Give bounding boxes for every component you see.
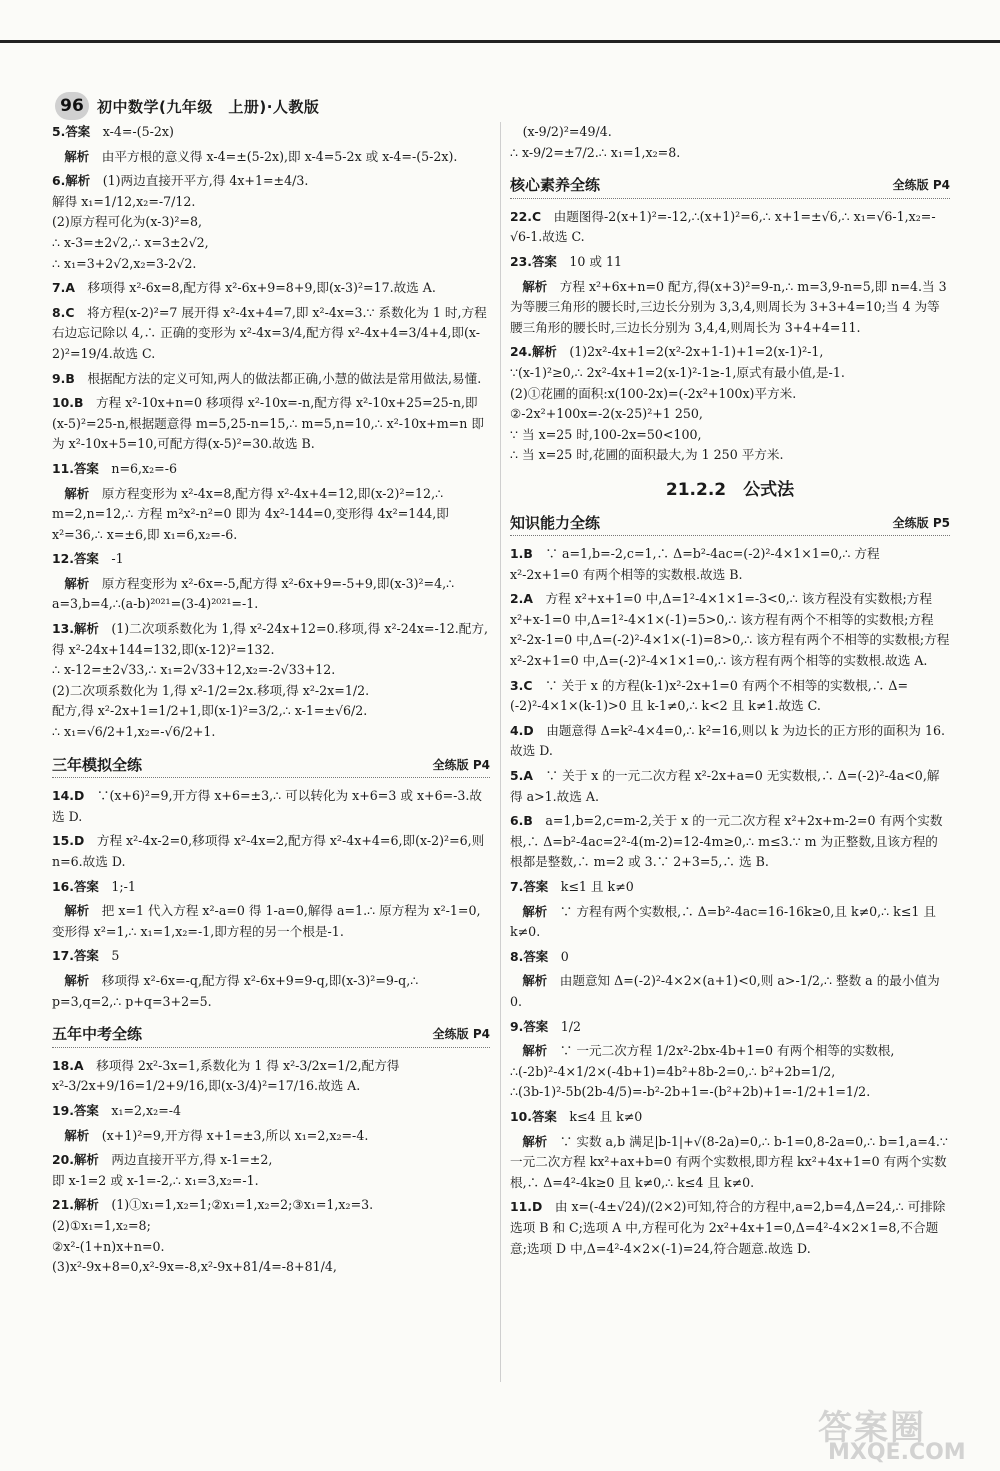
item-label: 解析 (52, 575, 90, 591)
book-title: 初中数学(九年级 上册)·人教版 (97, 97, 320, 116)
item-label: 1.B (510, 546, 533, 562)
item-text: 方程 x²+6x+n=0 配方,得(x+3)²=9-n,∴ m=3,9-n=5,即 n=4.当 3 为等腰三角形的腰长时,三边长分别为 3,3,4,则周长为 3+3+4=10;当 4 为等腰三角形的腰长时,三边长分别为 3,4,4,则周长为 3+4+4=11. (510, 278, 951, 335)
item-text: 方程 x²-4x-2=0,移项得 x²-4x=2,配方得 x²-4x+4=6,即(x-2)²=6,则 n=6.故选 D. (52, 833, 489, 869)
answer-item (52, 1195, 490, 1277)
item-label: 17.答案 (52, 948, 99, 964)
item-label: 2.A (510, 591, 533, 607)
item-text: (1)①x₁=1,x₂=1;②x₁=1,x₂=2;③x₁=1,x₂=3. (2)①x₁=1,x₂=8; ②x²-(1+n)x+n=0. (3)x²-9x+8=0,x²-9x=-8,x²-9x+81/4=-8+81/4, (52, 1197, 374, 1275)
item-label: 解析 (52, 148, 90, 164)
item-text: ∵ 实数 a,b 满足|b-1|+√(8-2a)=0,∴ b-1=0,8-2a=0,∴ b=1,a=4.∵ 一元二次方程 kx²+ax+b=0 有两个实数根,即方程 kx²+4x+1=0 有两个实数根,∴ Δ=4²-4k≥0 且 k≠0,∴ k≤4 且 k≠0. (510, 1133, 952, 1190)
answer-item (52, 459, 490, 480)
item-text: 1/2 (560, 1018, 581, 1034)
column-divider (500, 122, 501, 1382)
answer-item (52, 574, 490, 615)
item-label: 16.答案 (52, 878, 99, 894)
answer-item (510, 1197, 950, 1259)
answer-item (52, 1101, 490, 1122)
section-header (510, 175, 950, 199)
answer-item (510, 766, 950, 807)
item-text: (1)2x²-4x+1=2(x²-2x+1-1)+1=2(x-1)²-1, ∵(x-1)²≥0,∴ 2x²-4x+1=2(x-1)²-1≥-1,原式有最小值,是-1. (2)①花圃的面积:x(100-2x)=(-2x²+100x)平方米. ②-2x²+100x=-2(x-25)²+1 250, ∵ 当 x=25 时,100-2x=50<100, ∴ 当 x=25 时,花圃的面积最大,为 1 250 平方米. (510, 344, 845, 463)
answer-item (52, 171, 490, 274)
answer-item (52, 147, 490, 168)
item-text: ∵(x+6)²=9,开方得 x+6=±3,∴ 可以转化为 x+6=3 或 x+6=-3.故选 D. (52, 788, 483, 824)
item-label: 13.解析 (52, 621, 99, 637)
item-label: 4.D (510, 722, 534, 738)
item-label: 15.D (52, 833, 85, 849)
page-header (55, 92, 319, 120)
right-column (510, 122, 954, 1263)
answer-item (52, 122, 490, 143)
item-label: 18.A (52, 1057, 84, 1073)
answer-item (510, 277, 950, 339)
answer-item (510, 971, 950, 1012)
answer-item (52, 1126, 490, 1147)
item-label: 24.解析 (510, 344, 557, 360)
item-label: 解析 (510, 278, 548, 294)
item-label: 解析 (52, 1127, 90, 1143)
item-text: 移项得 x²-6x=8,配方得 x²-6x+9=8+9,即(x-3)²=17.故选 A. (87, 280, 436, 296)
section-page-ref: 全练版 P5 (892, 515, 950, 530)
item-label: 22.C (510, 208, 542, 224)
left-column (52, 122, 490, 1282)
answer-item (52, 393, 490, 455)
section-title: 核心素养全练 (510, 176, 601, 195)
item-text: 由平方根的意义得 x-4=±(5-2x),即 x-4=5-2x 或 x-4=-(5-2x). (101, 148, 458, 164)
item-label: 解析 (510, 1043, 548, 1059)
item-text: 两边直接开平方,得 x-1=±2, 即 x-1=2 或 x-1=-2,∴ x₁=3,x₂=-1. (52, 1152, 273, 1188)
item-text: n=6,x₂=-6 (111, 460, 177, 476)
item-text: 方程 x²-10x+n=0 移项得 x²-10x=-n,配方得 x²-10x+25=25-n,即(x-5)²=25-n,根据题意得 m=5,25-n=15,∴ m=5,n=10,∴ x²-10x+m=n 即为 x²-10x+5=10,可配方得(x-5)²=30.故选 B. (52, 395, 484, 452)
item-label: 21.解析 (52, 1197, 99, 1213)
answer-item (510, 122, 950, 163)
item-label: 7.答案 (510, 879, 549, 894)
answer-item (52, 831, 490, 872)
item-label: 12.答案 (52, 551, 99, 567)
item-text: -1 (111, 551, 124, 567)
item-text: 由题意得 Δ=k²-4×4=0,∴ k²=16,则以 k 为边长的正方形的面积为 16.故选 D. (510, 722, 945, 759)
item-text: 由 x=(-4±√24)/(2×2)可知,符合的方程中,a=2,b=4,Δ=24,∴ 可排除选项 B 和 C;选项 A 中,方程可化为 2x²+4x+1=0,Δ=4²-4×2×1=8,不合题意;选项 D 中,Δ=4²-4×2×(-1)=24,符合题意.故选 D. (510, 1199, 946, 1256)
item-label: 6.解析 (52, 173, 91, 189)
item-text: 由题意知 Δ=(-2)²-4×2×(a+1)<0,则 a>-1/2,∴ 整数 a 的最小值为 0. (510, 973, 944, 1009)
item-label: 5.答案 (52, 124, 91, 139)
item-text: ∵ 方程有两个实数根,∴ Δ=b²-4ac=16-16k≥0,且 k≠0,∴ k≤1 且 k≠0. (510, 903, 940, 940)
answer-item (52, 877, 490, 898)
item-text: 原方程变形为 x²-4x=8,配方得 x²-4x+4=12,即(x-2)²=12,∴ m=2,n=12,∴ 方程 m²x²-n²=0 即为 4x²-144=0,变形得 4x²=144,即 x²=36,∴ x=±6,即 x₁=6,x₂=-6. (52, 485, 453, 542)
item-text: 5 (111, 948, 120, 964)
top-rule (0, 40, 1000, 43)
section-title: 五年中考全练 (52, 1025, 143, 1044)
answer-item (510, 589, 954, 671)
answer-item (52, 549, 490, 570)
item-text: (1)两边直接开平方,得 4x+1=±4/3. 解得 x₁=1/12,x₂=-7/12. (2)原方程可化为(x-3)²=8, ∴ x-3=±2√2,∴ x=3±2√2, ∴ x₁=3+2√2,x₂=3-2√2. (52, 173, 309, 271)
item-text: 1;-1 (111, 878, 136, 894)
item-label: 14.D (52, 788, 85, 804)
item-label: 20.解析 (52, 1152, 99, 1168)
subsection-title: 21.2.2 公式法 (665, 479, 795, 500)
item-label: 解析 (510, 1133, 548, 1149)
answer-item (510, 342, 950, 466)
item-text: ∵ 关于 x 的方程(k-1)x²-2x+1=0 有两个不相等的实数根,∴ Δ=(-2)²-4×1×(k-1)>0 且 k-1≠0,∴ k<2 且 k≠1.故选 C. (510, 677, 909, 714)
item-label: 11.答案 (52, 460, 99, 476)
answer-item (52, 971, 490, 1012)
answer-item (52, 278, 490, 299)
item-text: k≤4 且 k≠0 (569, 1108, 643, 1124)
item-text: (x-9/2)²=49/4. ∴ x-9/2=±7/2.∴ x₁=1,x₂=8. (510, 124, 681, 160)
section-header (510, 513, 950, 537)
answer-item (510, 1132, 950, 1194)
item-text: 移项得 2x²-3x=1,系数化为 1 得 x²-3/2x=1/2,配方得 x²-3/2x+9/16=1/2+9/16,即(x-3/4)²=17/16.故选 A. (52, 1057, 404, 1094)
answer-item (52, 1056, 490, 1097)
item-label: 8.C (52, 304, 75, 320)
item-label: 解析 (510, 973, 548, 989)
item-text: k≤1 且 k≠0 (560, 879, 634, 894)
item-label: 9.答案 (510, 1018, 549, 1034)
item-text: a=1,b=2,c=m-2,关于 x 的一元二次方程 x²+2x+m-2=0 有两个实数根,∴ Δ=b²-4ac=2²-4(m-2)=12-4m≥0,∴ m≤3.∵ m 为正整数,且该方程的根都是整数,∴ m=2 或 3.∵ 2+3=5,∴ 选 B. (510, 813, 943, 870)
answer-item (52, 369, 490, 390)
section-header (52, 755, 490, 779)
item-text: ∵ a=1,b=-2,c=1,∴ Δ=b²-4ac=(-2)²-4×1×1=0,∴ 方程 x²-2x+1=0 有两个相等的实数根.故选 B. (510, 546, 884, 582)
answer-item (510, 811, 950, 873)
section-page-ref: 全练版 P4 (432, 1027, 490, 1042)
page-number: 96 (55, 92, 89, 120)
item-text: 移项得 x²-6x=-q,配方得 x²-6x+9=9-q,即(x-3)²=9-q,∴ p=3,q=2,∴ p+q=3+2=5. (52, 972, 423, 1009)
answer-item (510, 1041, 950, 1103)
item-label: 8.答案 (510, 948, 549, 964)
section-page-ref: 全练版 P4 (432, 757, 490, 772)
answer-item (510, 877, 950, 898)
item-text: 由题图得-2(x+1)²=-12,∴(x+1)²=6,∴ x+1=±√6,∴ x₁=√6-1,x₂=-√6-1.故选 C. (510, 208, 936, 245)
section-title: 三年模拟全练 (52, 755, 143, 774)
answer-item (510, 1107, 950, 1128)
answer-item (52, 786, 490, 827)
item-text: ∵ 关于 x 的一元二次方程 x²-2x+a=0 无实数根,∴ Δ=(-2)²-4a<0,解得 a>1.故选 A. (510, 768, 940, 804)
item-label: 6.B (510, 813, 533, 829)
item-text: 根据配方法的定义可知,两人的做法都正确,小慧的做法是常用做法,易懂. (87, 370, 482, 386)
item-label: 5.A (510, 768, 533, 784)
answer-item (510, 947, 950, 968)
item-label: 23.答案 (510, 253, 557, 269)
answer-item (52, 946, 490, 967)
answer-item (510, 902, 950, 943)
item-label: 10.答案 (510, 1108, 557, 1124)
answer-item (510, 1017, 950, 1038)
section-header (52, 1024, 490, 1048)
answer-item (510, 676, 950, 717)
answer-item (52, 901, 490, 942)
answer-item (510, 544, 950, 585)
item-label: 9.B (52, 370, 75, 386)
item-label: 解析 (510, 903, 548, 919)
item-text: (1)二次项系数化为 1,得 x²-24x+12=0.移项,得 x²-24x=-12.配方,得 x²-24x+144=132,即(x-12)²=132. ∴ x-12=±2√33,∴ x₁=2√33+12,x₂=-2√33+12. (2)二次项系数化为 1,得 x²-1/2=2x.移项,得 x²-2x=1/2. 配方,得 x²-2x+1=1/2+1,即(x-1)²=3/2,∴ x-1=±√6/2. ∴ x₁=√6/2+1,x₂=-√6/2+1. (52, 621, 488, 740)
item-text: x₁=2,x₂=-4 (111, 1102, 182, 1118)
answer-item (52, 484, 490, 546)
item-text: 10 或 11 (569, 253, 622, 269)
item-label: 10.B (52, 395, 84, 411)
item-text: 原方程变形为 x²-6x=-5,配方得 x²-6x+9=-5+9,即(x-3)²=4,∴ a=3,b=4,∴(a-b)²⁰²¹=(3-4)²⁰²¹=-1. (52, 575, 459, 612)
watermark-logo: 答案圈 (818, 1408, 926, 1448)
answer-item (510, 721, 950, 762)
item-text: 方程 x²+x+1=0 中,Δ=1²-4×1×1=-3<0,∴ 该方程没有实数根;方程 x²+x-1=0 中,Δ=1²-4×1×(-1)=5>0,∴ 该方程有两个不相等的实数根;方程 x²-2x-1=0 中,Δ=(-2)²-4×1×(-1)=8>0,∴ 该方程有两个不相等的实数根;方程 x²-2x+1=0 中,Δ=(-2)²-4×1×1=0,∴ 该方程有两个相等的实数根.故选 A. (510, 591, 954, 669)
answer-item (510, 252, 950, 273)
item-text: ∵ 一元二次方程 1/2x²-2bx-4b+1=0 有两个相等的实数根, ∴(-2b)²-4×1/2×(-4b+1)=4b²+8b-2=0,∴ b²+2b=1/2, ∴(3b-1)²-5b(2b-4/5)=-b²-2b+1=-(b²+2b)+1=-1/2+1=1/2. (510, 1043, 895, 1100)
item-label: 解析 (52, 972, 90, 988)
item-text: 把 x=1 代入方程 x²-a=0 得 1-a=0,解得 a=1.∴ 原方程为 x²-1=0,变形得 x²=1,∴ x₁=1,x₂=-1,即方程的另一个根是-1. (52, 903, 481, 939)
answer-item (52, 1150, 490, 1191)
item-label: 解析 (52, 485, 90, 501)
watermark-url: MXQE.COM (828, 1440, 966, 1465)
item-label: 3.C (510, 677, 533, 693)
section-title: 知识能力全练 (510, 513, 601, 532)
item-label: 解析 (52, 903, 90, 919)
item-text: 将方程(x-2)²=7 展开得 x²-4x+4=7,即 x²-4x=3.∵ 系数化为 1 时,方程右边忘记除以 4,∴ 正确的变形为 x²-4x=3/4,配方得 x²-4x+4=3/4+4,即(x-2)²=19/4.故选 C. (52, 304, 487, 361)
item-label: 11.D (510, 1199, 543, 1215)
answer-item (52, 619, 490, 743)
section-page-ref: 全练版 P4 (892, 178, 950, 193)
item-text: 0 (560, 948, 569, 964)
item-text: (x+1)²=9,开方得 x+1=±3,所以 x₁=2,x₂=-4. (101, 1127, 369, 1143)
item-label: 19.答案 (52, 1102, 99, 1118)
answer-item (52, 303, 490, 365)
answer-item (510, 207, 950, 248)
item-label: 7.A (52, 280, 75, 296)
item-text: x-4=-(5-2x) (102, 124, 174, 139)
